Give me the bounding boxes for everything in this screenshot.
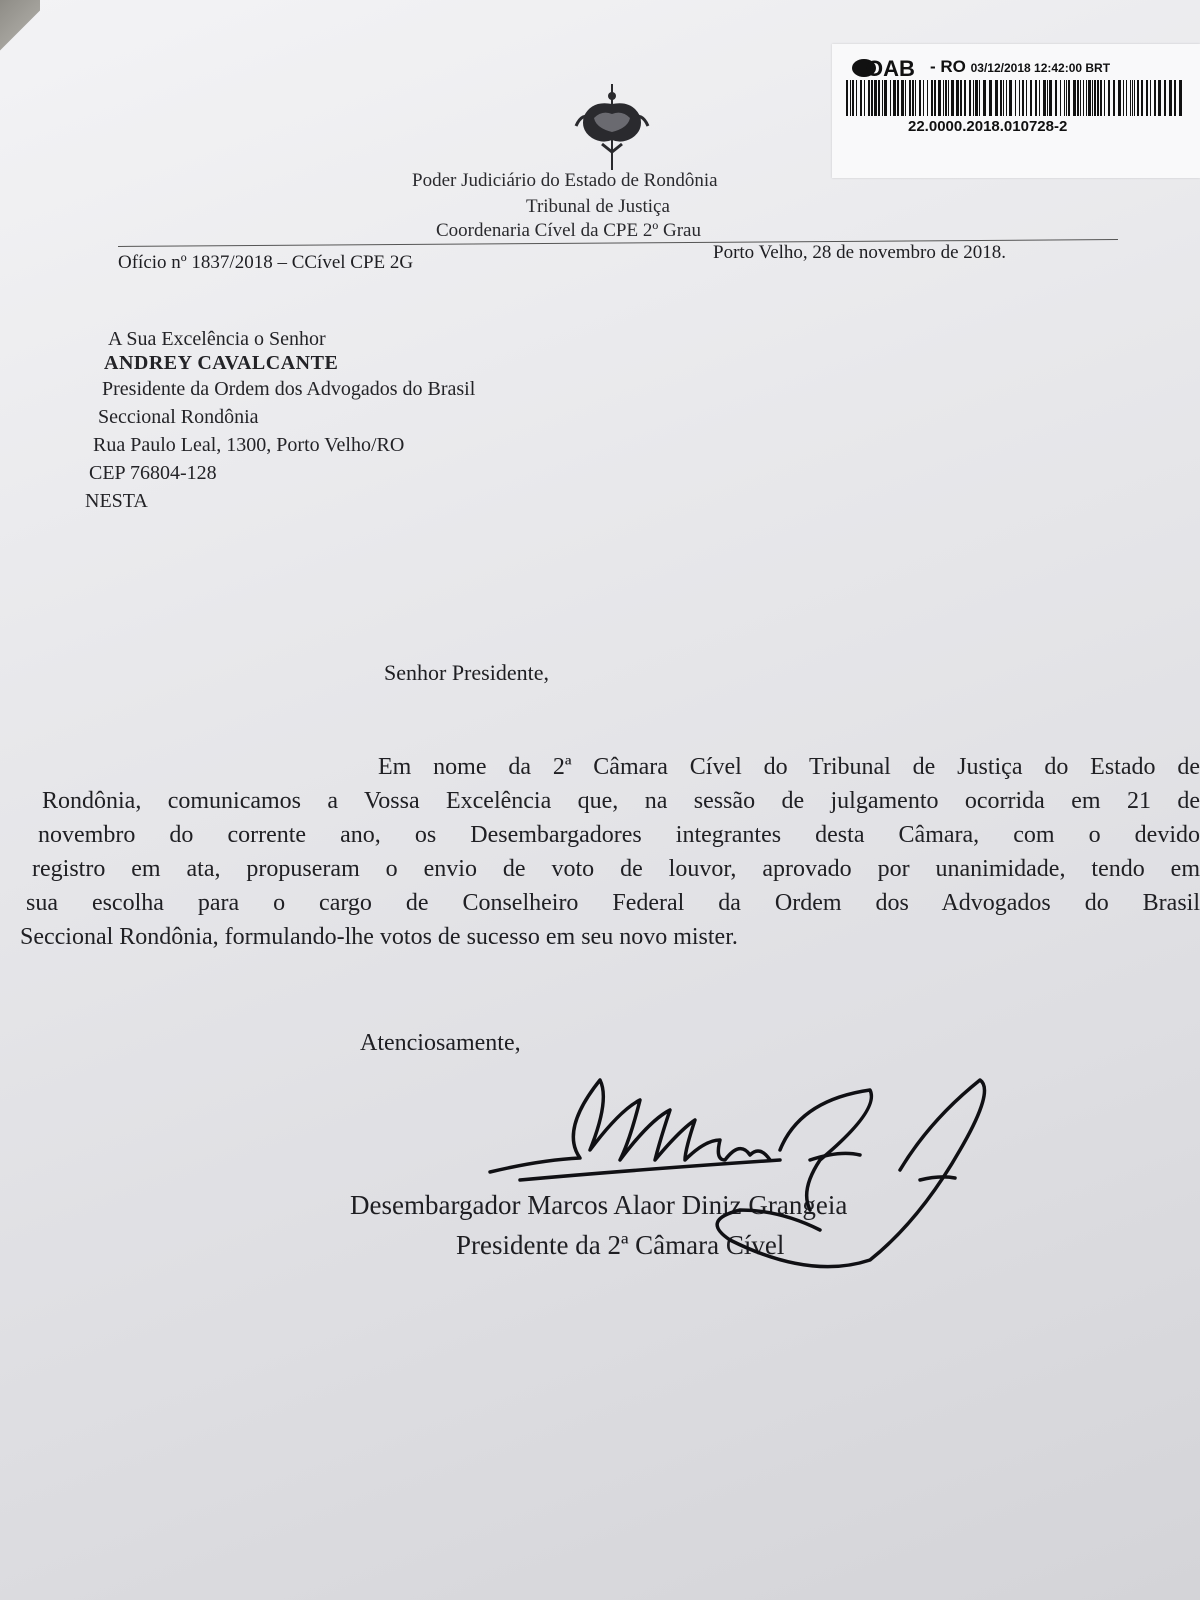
barcode-bar (1019, 80, 1020, 116)
barcode-bar (1126, 80, 1127, 116)
barcode-bar (915, 80, 916, 116)
barcode-bar (1141, 80, 1143, 116)
barcode-bar (931, 80, 933, 116)
barcode-bar (893, 80, 896, 116)
barcode-bar (1047, 80, 1048, 116)
handwritten-signature (480, 1060, 1020, 1280)
barcode-bar (864, 80, 865, 116)
paper-corner (0, 0, 40, 60)
barcode-bar (1130, 80, 1131, 116)
barcode-bar (1009, 80, 1012, 116)
barcode-bar (878, 80, 880, 116)
barcode-bar (956, 80, 959, 116)
recipient-name: ANDREY CAVALCANTE (104, 352, 339, 374)
barcode-bar (1097, 80, 1099, 116)
barcode-bar (1179, 80, 1182, 116)
barcode-bar (1137, 80, 1139, 116)
stamp-datetime: 03/12/2018 12:42:00 BRT (970, 61, 1111, 75)
barcode-bar (927, 80, 928, 116)
stamp-header (930, 57, 1110, 77)
barcode-bar (960, 80, 962, 116)
header-court-name: Poder Judiciário do Estado de Rondônia (412, 170, 718, 191)
barcode-bar (1060, 80, 1061, 116)
barcode-bar (871, 80, 873, 116)
barcode-bar (868, 80, 870, 116)
barcode-bar (884, 80, 887, 116)
closing: Atenciosamente, (360, 1030, 521, 1056)
barcode-bar (1088, 80, 1091, 116)
barcode-bar (923, 80, 924, 116)
barcode-bar (1169, 80, 1172, 116)
body-line: novembro do corrente ano, os Desembargadores integrantes desta Câmara, com o devido (38, 822, 1200, 848)
barcode-bar (975, 80, 978, 116)
barcode-bar (1146, 80, 1148, 116)
barcode-bar (897, 80, 899, 116)
barcode-bar (995, 80, 998, 116)
barcode-bar (1132, 80, 1133, 116)
barcode-bar (1086, 80, 1087, 116)
barcode-bar (934, 80, 936, 116)
body-line: Rondônia, comunicamos a Vossa Excelência que, na sessão de julgamento ocorrida em 21 de (42, 788, 1200, 814)
barcode-bar (860, 80, 862, 116)
barcode-bar (1000, 80, 1002, 116)
barcode-bar (938, 80, 941, 116)
barcode-bar (1134, 80, 1135, 116)
barcode-bar (890, 80, 891, 116)
barcode-bar (912, 80, 914, 116)
barcode-bar (1077, 80, 1079, 116)
signatory-name: Desembargador Marcos Alaor Diniz Grangeia (350, 1190, 848, 1220)
svg-text:OAB: OAB (866, 56, 915, 80)
barcode-bar (945, 80, 947, 116)
barcode-bar (1174, 80, 1176, 116)
barcode-bar (1068, 80, 1070, 116)
coat-of-arms-icon (572, 82, 652, 172)
barcode-bar (1083, 80, 1084, 116)
barcode-bar (850, 80, 851, 116)
barcode-bar (1035, 80, 1037, 116)
barcode-bar (1022, 80, 1024, 116)
protocol-stamp (832, 44, 1200, 178)
barcode-bar (1154, 80, 1156, 116)
recipient-postal-code: CEP 76804-128 (89, 462, 217, 484)
recipient-greeting: A Sua Excelência o Senhor (108, 328, 326, 350)
barcode-bar (852, 80, 854, 116)
barcode-bar (905, 80, 906, 116)
header-tribunal: Tribunal de Justiça (526, 196, 670, 217)
barcode-bar (979, 80, 980, 116)
barcode-bar (1094, 80, 1096, 116)
recipient-section: Seccional Rondônia (98, 406, 259, 428)
barcode-bar (909, 80, 911, 116)
barcode-bar (1123, 80, 1124, 116)
barcode-bar (846, 80, 848, 116)
oab-logo (850, 56, 926, 80)
barcode-bar (1039, 80, 1040, 116)
barcode-bar (964, 80, 966, 116)
barcode-bar (948, 80, 949, 116)
barcode-bar (901, 80, 904, 116)
barcode-bar (973, 80, 974, 116)
barcode-bar (1092, 80, 1093, 116)
barcode (844, 80, 1184, 116)
barcode-bar (1073, 80, 1076, 116)
barcode-bar (1118, 80, 1121, 116)
barcode-bar (874, 80, 877, 116)
stamp-suffix: - RO (930, 57, 966, 76)
barcode-bar (943, 80, 944, 116)
barcode-bar (1158, 80, 1161, 116)
barcode-bar (1015, 80, 1016, 116)
stamp-protocol-number: 22.0000.2018.010728-2 (908, 118, 1068, 135)
barcode-bar (1049, 80, 1052, 116)
letter-body (20, 750, 1200, 954)
body-line: registro em ata, propuseram o envio de voto de louvor, aprovado por unanimidade, tendo em (32, 856, 1200, 882)
barcode-bar (1055, 80, 1057, 116)
barcode-bar (983, 80, 986, 116)
barcode-bar (969, 80, 971, 116)
place-date: Porto Velho, 28 de novembro de 2018. (713, 242, 1007, 263)
barcode-bar (1150, 80, 1151, 116)
barcode-bar (1080, 80, 1081, 116)
barcode-bar (1043, 80, 1046, 116)
barcode-bar (1064, 80, 1065, 116)
barcode-bar (1104, 80, 1105, 116)
barcode-bar (1108, 80, 1110, 116)
barcode-bar (1113, 80, 1115, 116)
signatory-role: Presidente da 2ª Câmara Cível (456, 1230, 785, 1260)
barcode-bar (919, 80, 921, 116)
barcode-bar (989, 80, 992, 116)
oficio-number: Ofício nº 1837/2018 – CCível CPE 2G (118, 252, 414, 273)
salutation: Senhor Presidente, (384, 660, 549, 685)
barcode-bar (1066, 80, 1067, 116)
barcode-bar (1003, 80, 1004, 116)
barcode-bar (1026, 80, 1027, 116)
body-line: Em nome da 2ª Câmara Cível do Tribunal de Justiça do Estado de (378, 754, 1200, 780)
recipient-title: Presidente da Ordem dos Advogados do Brasil (102, 378, 476, 400)
barcode-bar (1006, 80, 1007, 116)
recipient-street: Rua Paulo Leal, 1300, Porto Velho/RO (93, 434, 405, 456)
recipient-delivery: NESTA (85, 490, 148, 512)
barcode-bar (882, 80, 883, 116)
body-line: Seccional Rondônia, formulando-lhe votos de sucesso em seu novo mister. (20, 924, 738, 950)
header-department: Coordenaria Cível da CPE 2º Grau (436, 220, 701, 241)
barcode-bar (951, 80, 954, 116)
body-line: sua escolha para o cargo de Conselheiro Federal da Ordem dos Advogados do Brasil (26, 890, 1200, 916)
barcode-bar (1100, 80, 1102, 116)
barcode-bar (1164, 80, 1166, 116)
barcode-bar (856, 80, 857, 116)
barcode-bar (1030, 80, 1032, 116)
